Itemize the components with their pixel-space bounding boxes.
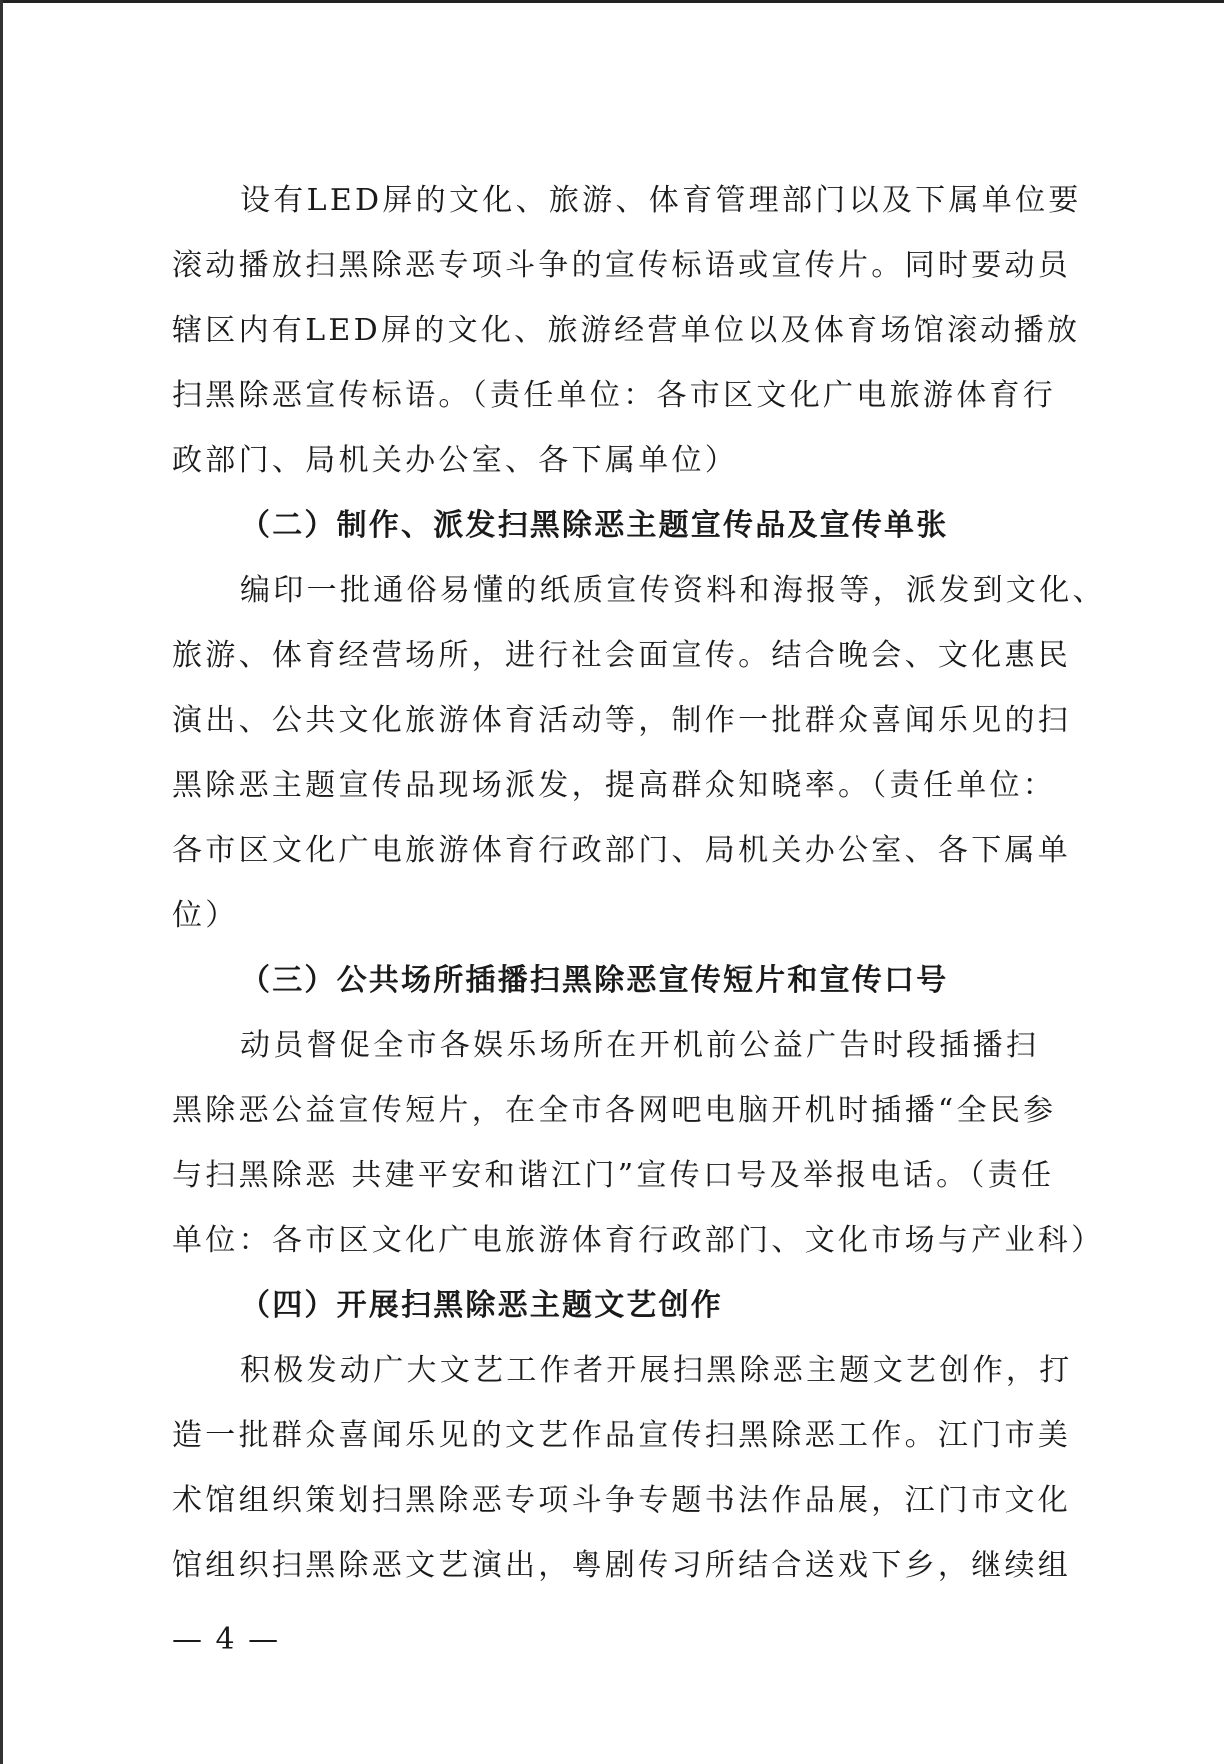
page-number: — 4 — [172, 1622, 281, 1657]
document-body [172, 168, 1106, 1598]
section-heading-4: （四）开展扫黑除恶主题文艺创作 [240, 1288, 723, 1323]
paragraph-line: 黑除恶公益宣传短片，在全市各网吧电脑开机时插播“全民参 [172, 1093, 1057, 1128]
paragraph-line: 扫黑除恶宣传标语。（责任单位：各市区文化广电旅游体育行 [172, 378, 1057, 413]
paragraph-line: 设有LED屏的文化、旅游、体育管理部门以及下属单位要 [240, 183, 1082, 218]
paragraph-line: 馆组织扫黑除恶文艺演出，粤剧传习所结合送戏下乡，继续组 [172, 1548, 1072, 1583]
section-heading-3: （三）公共场所插播扫黑除恶宣传短片和宣传口号 [240, 963, 949, 998]
paragraph-line: 动员督促全市各娱乐场所在开机前公益广告时段插播扫 [240, 1028, 1040, 1063]
section-heading-2: （二）制作、派发扫黑除恶主题宣传品及宣传单张 [240, 508, 949, 543]
paragraph-line: 与扫黑除恶 共建平安和谐江门”宣传口号及举报电话。（责任 [172, 1158, 1055, 1193]
paragraph-line: 积极发动广大文艺工作者开展扫黑除恶主题文艺创作，打 [240, 1353, 1073, 1388]
paragraph-line: 各市区文化广电旅游体育行政部门、局机关办公室、各下属单 [172, 833, 1072, 868]
paragraph-line: 政部门、局机关办公室、各下属单位） [172, 443, 739, 478]
paragraph-line: 黑除恶主题宣传品现场派发，提高群众知晓率。（责任单位： [172, 768, 1057, 803]
scan-left-edge [0, 0, 3, 1764]
paragraph-line: 位） [172, 898, 239, 933]
paragraph-line: 演出、公共文化旅游体育活动等，制作一批群众喜闻乐见的扫 [172, 703, 1072, 738]
paragraph-line: 造一批群众喜闻乐见的文艺作品宣传扫黑除恶工作。江门市美 [172, 1418, 1072, 1453]
paragraph-line: 术馆组织策划扫黑除恶专项斗争专题书法作品展，江门市文化 [172, 1483, 1072, 1518]
paragraph-line: 编印一批通俗易懂的纸质宣传资料和海报等，派发到文化、 [240, 573, 1106, 608]
paragraph-line: 滚动播放扫黑除恶专项斗争的宣传标语或宣传片。同时要动员 [172, 248, 1072, 283]
scan-top-edge [0, 0, 1224, 3]
paragraph-line: 辖区内有LED屏的文化、旅游经营单位以及体育场馆滚动播放 [172, 313, 1081, 348]
paragraph-line: 单位：各市区文化广电旅游体育行政部门、文化市场与产业科） [172, 1223, 1105, 1258]
paragraph-line: 旅游、体育经营场所，进行社会面宣传。结合晚会、文化惠民 [172, 638, 1072, 673]
